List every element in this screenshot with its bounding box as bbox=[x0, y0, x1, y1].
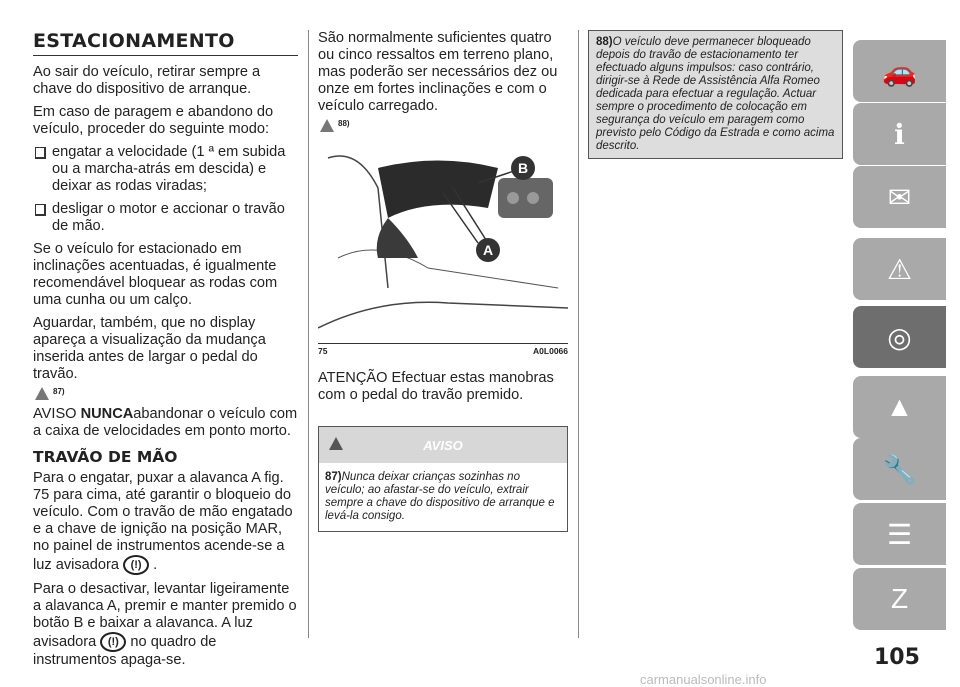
page-number: 105 bbox=[874, 645, 920, 670]
aviso-body: 87)Nunca deixar crianças sozinhas no veículo; ao afastar-se do veículo, extrair sempre a chave do dispositivo de arranque e levá-la consigo. bbox=[325, 471, 555, 522]
aviso-warning-box bbox=[318, 426, 568, 532]
paragraph: Ao sair do veículo, retirar sempre a chave do dispositivo de arranque. bbox=[33, 64, 261, 97]
warning-triangle-icon bbox=[329, 437, 343, 450]
sidebar-tab-index-letters[interactable] bbox=[853, 568, 946, 630]
warning-triangle-icon bbox=[320, 119, 334, 132]
paragraph: ATENÇÃO Efectuar estas manobras com o pedal do travão premido. bbox=[318, 370, 554, 403]
aviso-note: AVISO NUNCAabandonar o veículo com a caixa de velocidades em ponto morto. bbox=[33, 406, 298, 439]
sidebar-tab-maintenance-tools[interactable] bbox=[853, 438, 946, 500]
bullet-icon bbox=[35, 147, 46, 159]
figure-caption bbox=[318, 346, 568, 356]
brake-warning-lamp-icon: (!) bbox=[100, 632, 126, 652]
emergency-triangle-icon: ▲ bbox=[885, 391, 914, 422]
figure-number: 75 bbox=[318, 346, 328, 356]
technical-data-icon: ☰ bbox=[886, 518, 913, 550]
list-item: desligar o motor e accionar o travão de mão. bbox=[33, 201, 298, 235]
column-3 bbox=[588, 30, 843, 159]
sidebar-tab-technical-data[interactable] bbox=[853, 503, 946, 565]
column-divider bbox=[308, 30, 309, 638]
column-1 bbox=[33, 30, 298, 675]
paragraph: Para o engatar, puxar a alavanca A fig. 75 para cima, até garantir o bloqueio do veículo. Com o travão de mão engatado e a chave de ignição na posição MAR, no painel de instrumentos acende-se a luz avisadora (!) . bbox=[33, 470, 298, 575]
warning-reference[interactable]: 87) bbox=[35, 387, 298, 400]
handbrake-illustration bbox=[318, 138, 568, 343]
section-heading-travao-de-mao: TRAVÃO DE MÃO bbox=[33, 448, 178, 466]
sidebar-tab-emergency-triangle[interactable] bbox=[853, 376, 946, 438]
warning-lights-icon: ✉ bbox=[887, 181, 912, 213]
sidebar-tab-car-search[interactable] bbox=[853, 40, 946, 102]
figure-code: A0L0066 bbox=[533, 346, 568, 356]
sidebar-tab-warning-lights[interactable] bbox=[853, 166, 946, 228]
paragraph: Aguardar, também, que no display apareça a visualização da mudança inserida antes de largar o pedal do travão. bbox=[33, 315, 266, 382]
aviso-header: AVISO bbox=[319, 427, 567, 463]
paragraph: Em caso de paragem e abandono do veículo, proceder do seguinte modo: bbox=[33, 104, 274, 137]
paragraph: Se o veículo for estacionado em inclinações acentuadas, é igualmente recomendável bloquear as rodas com uma cunha ou um calço. bbox=[33, 241, 278, 308]
figure-handbrake-image bbox=[318, 138, 568, 344]
airbag-safety-icon: ⚠ bbox=[886, 253, 913, 285]
label-b: B bbox=[517, 160, 529, 176]
paragraph: Para o desactivar, levantar ligeiramente a alavanca A, premir e manter premido o botão B e baixar a alavanca. A luz avisadora (!) no quadro de instrumentos apaga-se. bbox=[33, 581, 297, 668]
column-divider bbox=[578, 30, 579, 638]
warning-triangle-icon bbox=[35, 387, 49, 400]
section-heading-estacionamento: ESTACIONAMENTO bbox=[33, 30, 298, 56]
watermark: carmanualsonline.info bbox=[640, 672, 767, 687]
list-item: engatar a velocidade (1 ª em subida ou a marcha-atrás em descida) e deixar as rodas viradas; bbox=[33, 144, 298, 195]
index-letters-icon: Z bbox=[890, 583, 909, 614]
sidebar-tab-airbag-safety[interactable] bbox=[853, 238, 946, 300]
paragraph: São normalmente suficientes quatro ou cinco ressaltos em terreno plano, mas poderão ser necessários dez ou onze em fortes inclinações e com o veículo carregado. bbox=[318, 30, 558, 114]
note-box: 88)O veículo deve permanecer bloqueado depois do travão de estacionamento ter efectuado alguns impulsos: caso contrário, dirigir-se à Rede de Assistência Alfa Romeo dedicada para efectuar a regulação. Actuar sempre o procedimento de colocação em segurança do veículo em paragem como previsto pelo Código da Estrada e como acima descrito. bbox=[588, 30, 843, 159]
column-2 bbox=[318, 30, 568, 532]
car-search-icon: 🚗 bbox=[882, 55, 917, 87]
steering-wheel-key-icon: ◎ bbox=[887, 321, 912, 353]
warning-reference[interactable]: 88) bbox=[320, 119, 568, 132]
label-a: A bbox=[482, 242, 494, 258]
sidebar-tab-steering-wheel-key[interactable] bbox=[853, 306, 946, 368]
sidebar-tab-car-info[interactable] bbox=[853, 103, 946, 165]
brake-warning-lamp-icon: (!) bbox=[123, 555, 149, 575]
maintenance-tools-icon: 🔧 bbox=[882, 453, 917, 485]
car-info-icon: ℹ bbox=[894, 118, 905, 150]
bullet-icon bbox=[35, 204, 46, 216]
